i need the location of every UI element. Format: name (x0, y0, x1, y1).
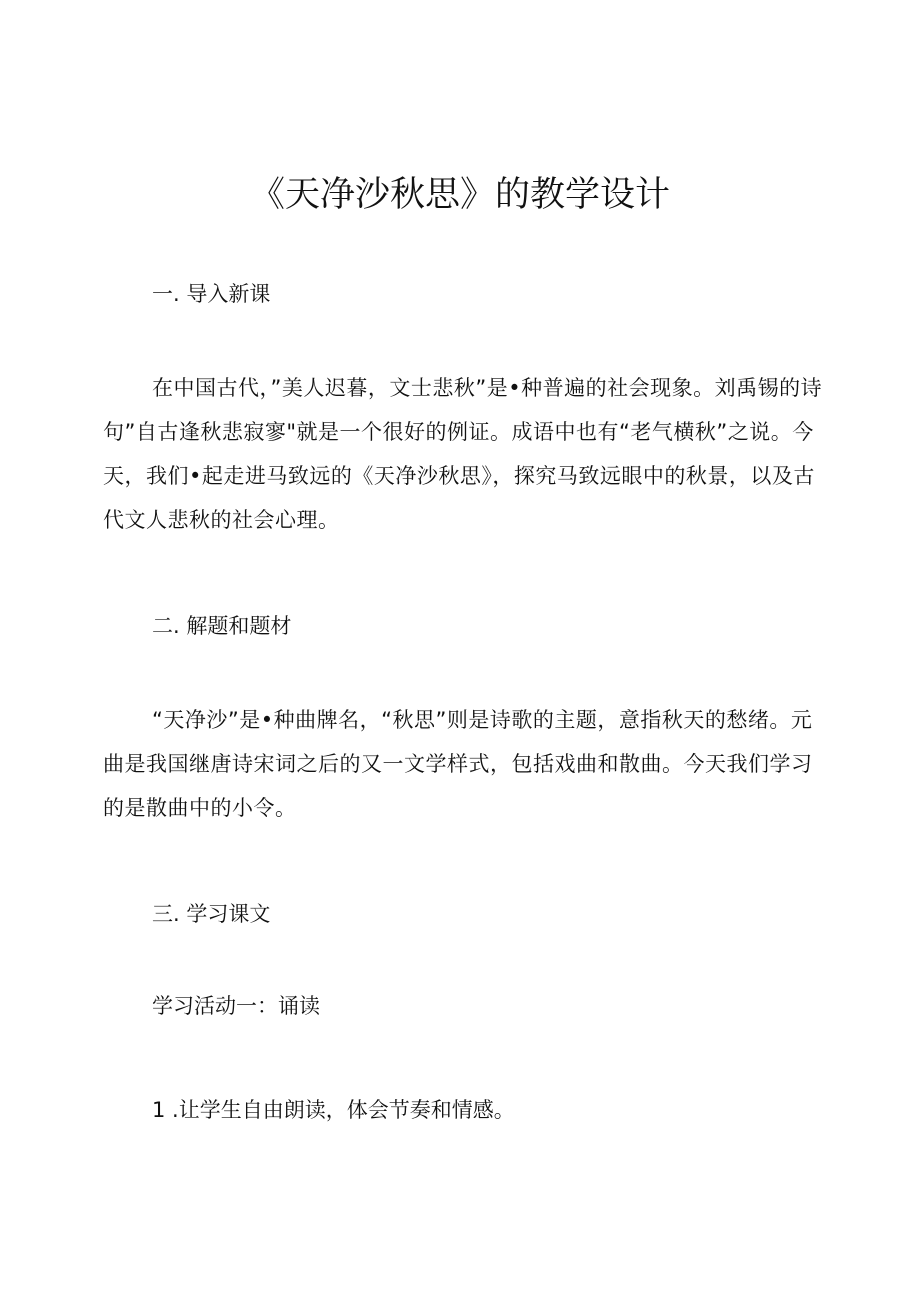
document-title: 《天净沙秋思》的教学设计 (249, 175, 670, 215)
section-heading-intro: 一. 导入新课 (152, 282, 271, 306)
section-paragraph-topic: “天净沙”是•种曲牌名，“秋思”则是诗歌的主题，意指秋天的愁绪。元曲是我国继唐诗宋词之后的又一文学样式，包括戏曲和散曲。今天我们学习的是散曲中的小令。 (103, 708, 813, 820)
section-heading-study: 三. 学习课文 (152, 902, 271, 926)
section-paragraph-intro: 在中国古代，”美人迟暮，文士悲秋”是•种普遍的社会现象。刘禹锡的诗句”自古逢秋悲寂寥"就是一个很好的例证。成语中也有“老气横秋”之说。今天，我们•起走进马致远的《天净沙秋思》，探究马致远眼中的秋景，以及古代文人悲秋的社会心理。 (103, 376, 823, 532)
activity-step-1: 1 .让学生自由朗读，体会节奏和情感。 (152, 1098, 515, 1122)
activity-heading: 学习活动一：诵读 (152, 994, 320, 1018)
section-heading-topic: 二. 解题和题材 (152, 614, 292, 638)
